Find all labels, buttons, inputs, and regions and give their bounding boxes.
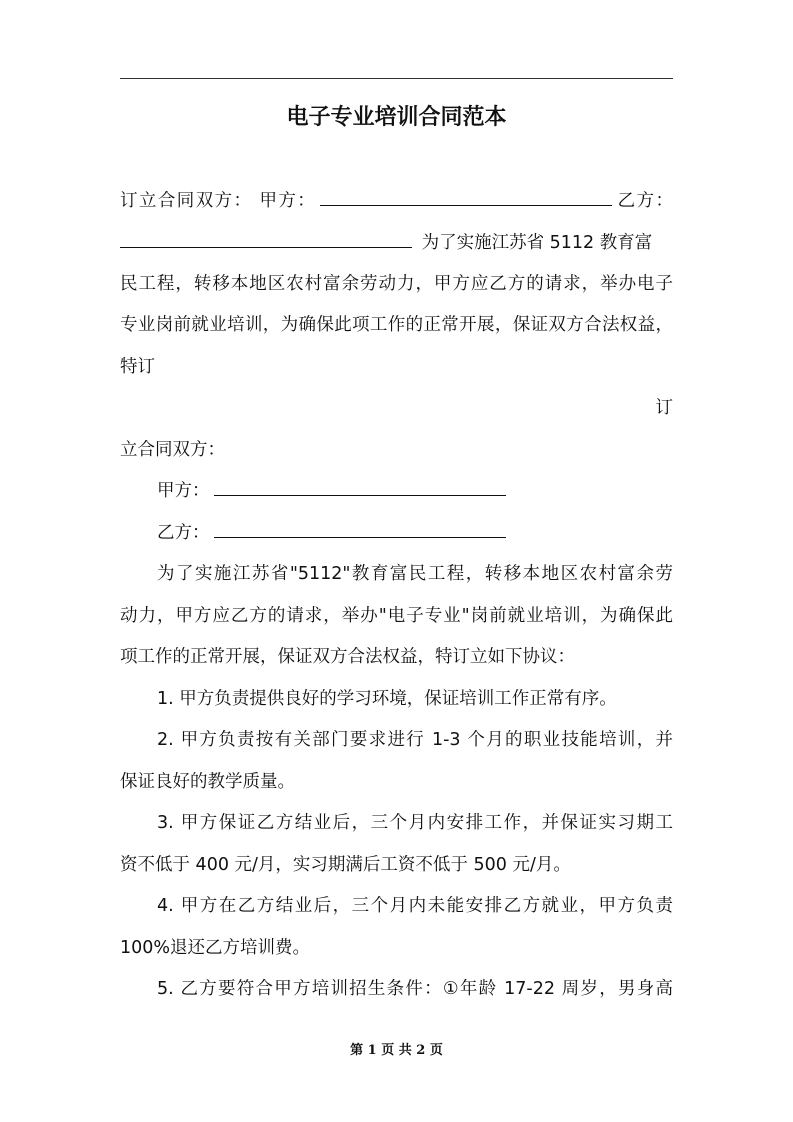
intro-line-5: 特订: [120, 357, 155, 377]
intro-line-6: 订: [655, 398, 673, 418]
clause-4-line-2: 100%退还乙方培训费。: [120, 938, 311, 958]
party-b-line: [157, 518, 510, 548]
intro-line-1: [120, 186, 673, 216]
intro-line-7: 立合同双方：: [120, 440, 225, 460]
party-b-blank: [120, 229, 412, 248]
clause-5-line-1: 5. 乙方要符合甲方培训招生条件：①年龄 17-22 周岁，男身高: [157, 979, 673, 999]
party-a-label: 甲方：: [157, 481, 210, 501]
clause-4-line-1: 4. 甲方在乙方结业后，三个月内未能安排乙方就业，甲方负责: [157, 896, 673, 916]
intro-parties-label: 订立合同双方： 甲方：: [120, 191, 317, 211]
intro-text: 为了实施江苏省 5112 教育富: [421, 233, 653, 253]
party-a-line: [157, 476, 510, 506]
intro-line-2: [120, 228, 652, 258]
clause-3-line-2: 资不低于 400 元/月，实习期满后工资不低于 500 元/月。: [120, 855, 571, 875]
party-b-label: 乙方：: [157, 523, 210, 543]
preamble-line-1: 为了实施江苏省"5112"教育富民工程，转移本地区农村富余劳: [157, 564, 673, 584]
page-number: 第 1 页 共 2 页: [350, 1043, 443, 1058]
party-b-field: [214, 519, 506, 538]
document-title: 电子专业培训合同范本: [286, 105, 507, 130]
clause-2-line-2: 保证良好的教学质量。: [120, 772, 295, 792]
clause-2-line-1: 2. 甲方负责按有关部门要求进行 1-3 个月的职业技能培训，并: [157, 730, 673, 750]
clause-1-line-1: 1. 甲方负责提供良好的学习环境，保证培训工作正常有序。: [157, 689, 617, 709]
intro-line-3: 民工程，转移本地区农村富余劳动力，甲方应乙方的请求，举办电子: [120, 274, 673, 294]
preamble-line-3: 项工作的正常开展，保证双方合法权益，特订立如下协议：: [120, 647, 575, 667]
preamble-line-2: 动力，甲方应乙方的请求，举办"电子专业"岗前就业培训，为确保此: [120, 606, 673, 626]
intro-line-4: 专业岗前就业培训，为确保此项工作的正常开展，保证双方合法权益，: [120, 315, 673, 335]
header-rule: [120, 78, 673, 79]
clause-3-line-1: 3. 甲方保证乙方结业后，三个月内安排工作，并保证实习期工: [157, 813, 673, 833]
party-a-blank: [320, 187, 612, 206]
party-a-field: [214, 477, 506, 496]
intro-party-b-label: 乙方：: [616, 191, 674, 211]
